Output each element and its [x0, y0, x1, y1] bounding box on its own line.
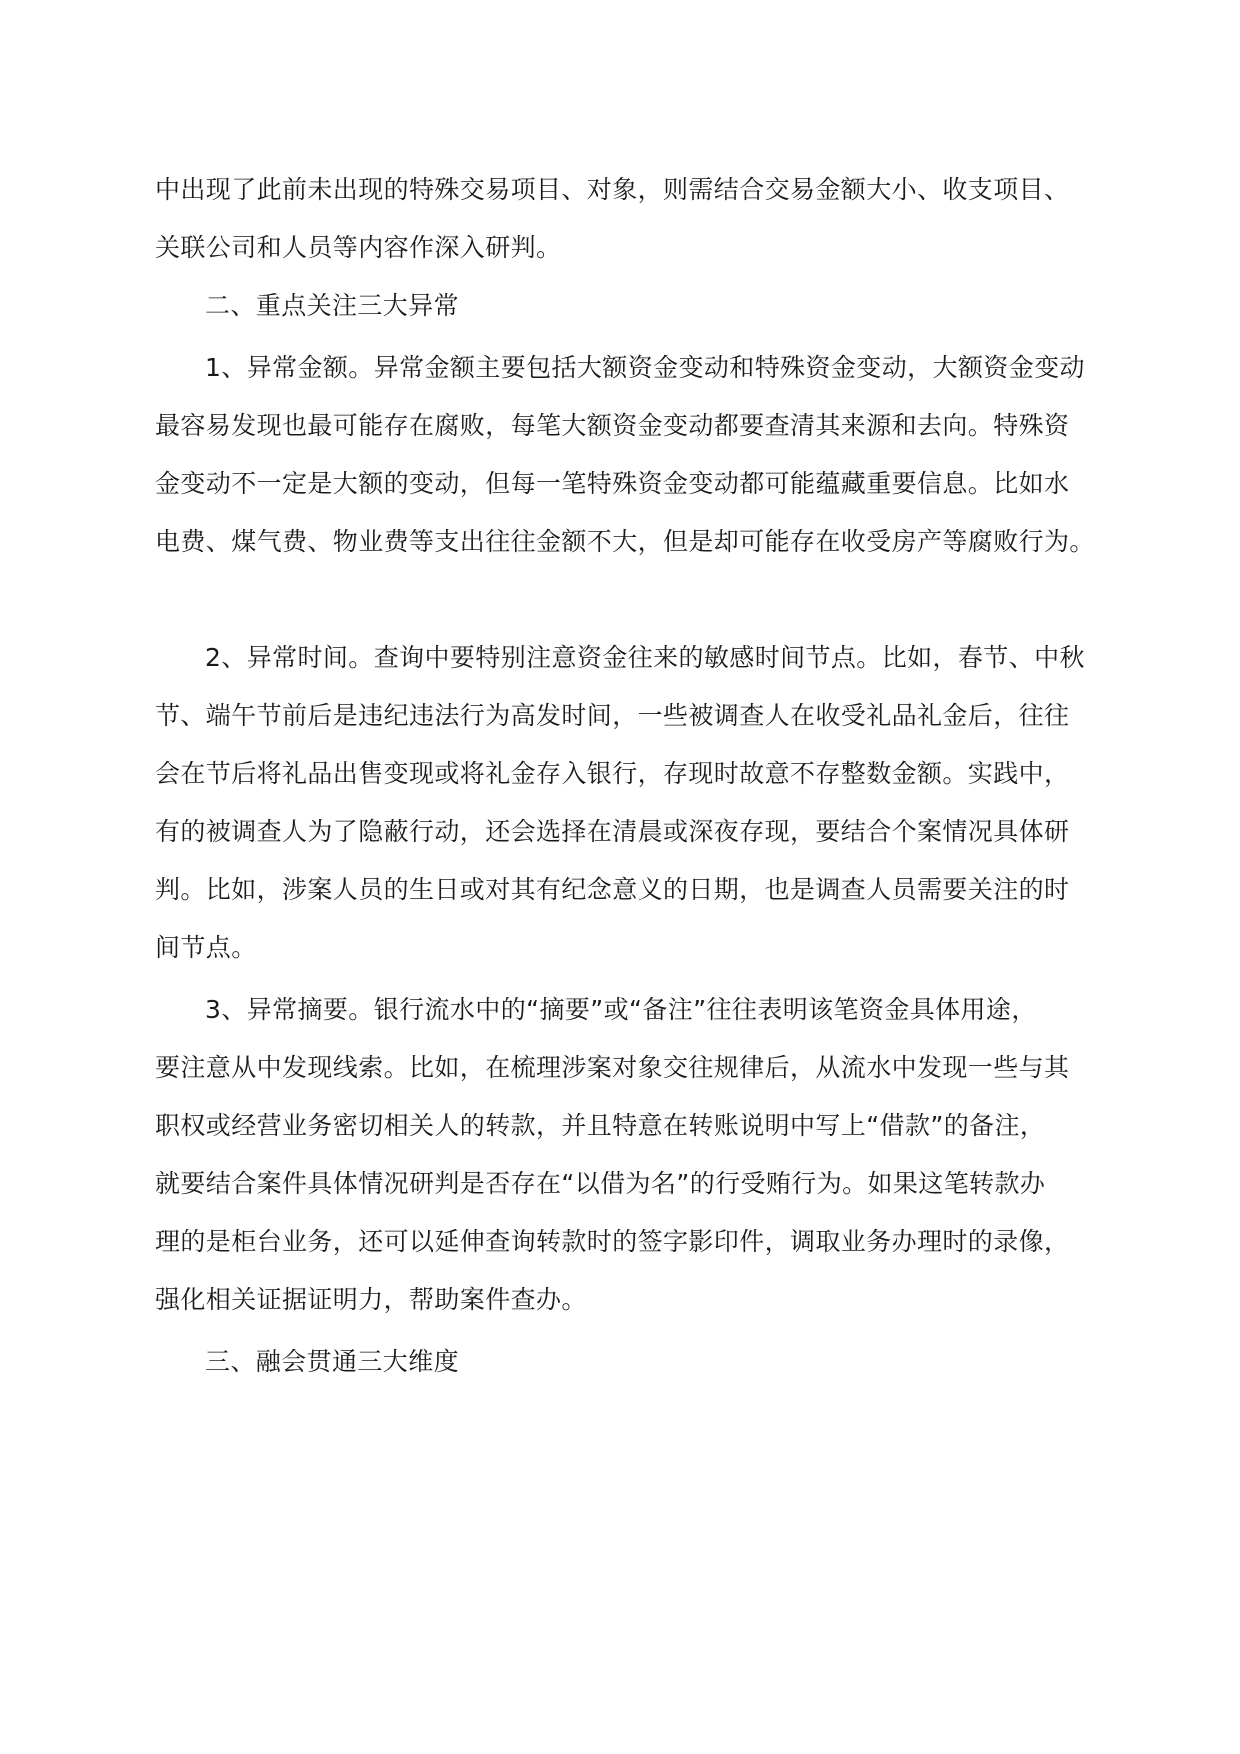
section-heading: 二、重点关注三大异常	[205, 291, 460, 320]
paragraph-line: 理的是柜台业务，还可以延伸查询转款时的签字影印件，调取业务办理时的录像，	[155, 1227, 1070, 1256]
paragraph-line: 1、异常金额。异常金额主要包括大额资金变动和特殊资金变动，大额资金变动	[205, 353, 1085, 382]
paragraph-line: 职权或经营业务密切相关人的转款，并且特意在转账说明中写上“借款”的备注，	[155, 1111, 1046, 1140]
paragraph-line: 会在节后将礼品出售变现或将礼金存入银行，存现时故意不存整数金额。实践中，	[155, 759, 1070, 788]
paragraph-line: 就要结合案件具体情况研判是否存在“以借为名”的行受贿行为。如果这笔转款办	[155, 1169, 1046, 1198]
paragraph-line: 电费、煤气费、物业费等支出往往金额不大，但是却可能存在收受房产等腐败行为。	[155, 527, 1095, 556]
paragraph-line: 判。比如，涉案人员的生日或对其有纪念意义的日期，也是调查人员需要关注的时	[155, 875, 1070, 904]
paragraph-line: 节、端午节前后是违纪违法行为高发时间，一些被调查人在收受礼品礼金后，往往	[155, 701, 1070, 730]
paragraph-line: 关联公司和人员等内容作深入研判。	[155, 233, 562, 262]
section-heading: 三、融会贯通三大维度	[205, 1347, 460, 1376]
paragraph-line: 中出现了此前未出现的特殊交易项目、对象，则需结合交易金额大小、收支项目、	[155, 175, 1070, 204]
paragraph-line: 强化相关证据证明力，帮助案件查办。	[155, 1285, 587, 1314]
paragraph-line: 要注意从中发现线索。比如，在梳理涉案对象交往规律后，从流水中发现一些与其	[155, 1053, 1070, 1082]
paragraph-line: 2、异常时间。查询中要特别注意资金往来的敏感时间节点。比如，春节、中秋	[205, 643, 1085, 672]
paragraph-line: 3、异常摘要。银行流水中的“摘要”或“备注”往往表明该笔资金具体用途，	[205, 995, 1037, 1024]
paragraph-line: 有的被调查人为了隐蔽行动，还会选择在清晨或深夜存现，要结合个案情况具体研	[155, 817, 1070, 846]
paragraph-line: 间节点。	[155, 933, 257, 962]
paragraph-line: 金变动不一定是大额的变动，但每一笔特殊资金变动都可能蕴藏重要信息。比如水	[155, 469, 1070, 498]
paragraph-line: 最容易发现也最可能存在腐败，每笔大额资金变动都要查清其来源和去向。特殊资	[155, 411, 1070, 440]
